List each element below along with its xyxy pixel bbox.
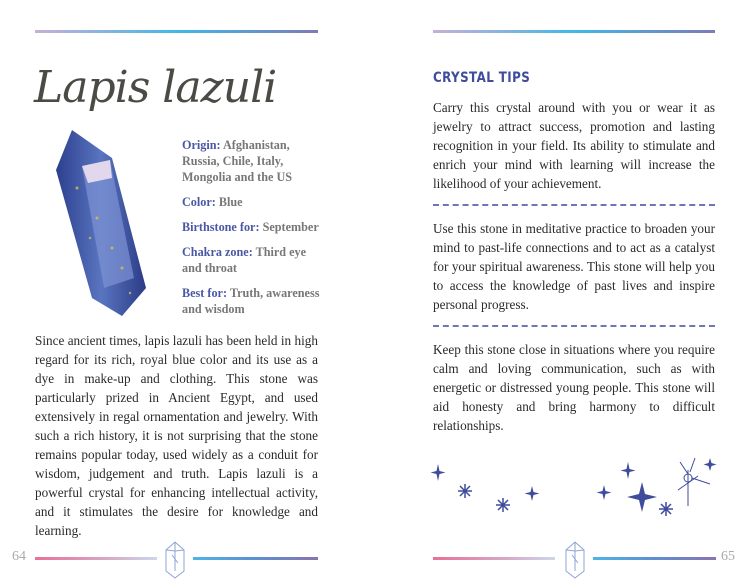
page-number-right: 65 [721,549,735,564]
fact-origin: Origin: Afghanistan, Russia, Chile, Italy, Mongolia and the US [182,138,293,184]
footer-rule [193,557,318,560]
fact-color: Color: Blue [182,195,243,209]
top-rule-right [433,30,715,33]
crystal-icon [164,541,186,579]
body-paragraph: Since ancient times, lapis lazuli has been held in high regard for its rich, royal blue color and its use as a dye in make-up and clothing. This stone was particularly prized in Ancient Egypt, and used extensively in regal ornamentation and jewelry. With such a rich history, it is not surprising that the stone remains popular today, used widely as a conduit for wisdom, judgement and truth. Lapis lazuli is a powerful crystal for enhancing intellectual activity, and it stimulates the desire for knowledge and learning. [35,333,318,538]
lapis-crystal-illustration [52,128,148,318]
tip-paragraph-1: Carry this crystal around with you or wear it as jewelry to attract success, promotion and lasting recognition in your field. Its ability to stimulate and enrich your mind with learning will increase the likelihood of your achievement. [433,100,715,191]
fact-birthstone: Birthstone for: September [182,220,319,234]
footer-rule [35,557,157,560]
fact-chakra: Chakra zone: Third eye and throat [182,245,307,275]
dashed-divider [433,325,715,327]
sparkles-decoration [420,450,740,530]
tip-paragraph-3: Keep this stone close in situations where you require calm and loving communication, such as with energetic or distressed young people. This stone will aid honesty and bring harmony to difficult relationships. [433,342,715,433]
crystal-icon [564,541,586,579]
tip-paragraph-2: Use this stone in meditative practice to broaden your mind to past-life connections and to act as a catalyst for your spiritual awareness. This stone will help you to access the knowledge of past lives and inspire personal progress. [433,221,715,312]
footer-rule [433,557,555,560]
page-title: Lapis lazuli [34,62,277,113]
page-number-left: 64 [12,549,26,564]
top-rule-left [35,30,318,33]
footer-rule [593,557,716,560]
crystal-facts [182,137,322,326]
fact-best-for: Best for: Truth, awareness and wisdom [182,286,320,316]
dashed-divider [433,204,715,206]
section-heading: CRYSTAL TIPS [433,70,531,86]
